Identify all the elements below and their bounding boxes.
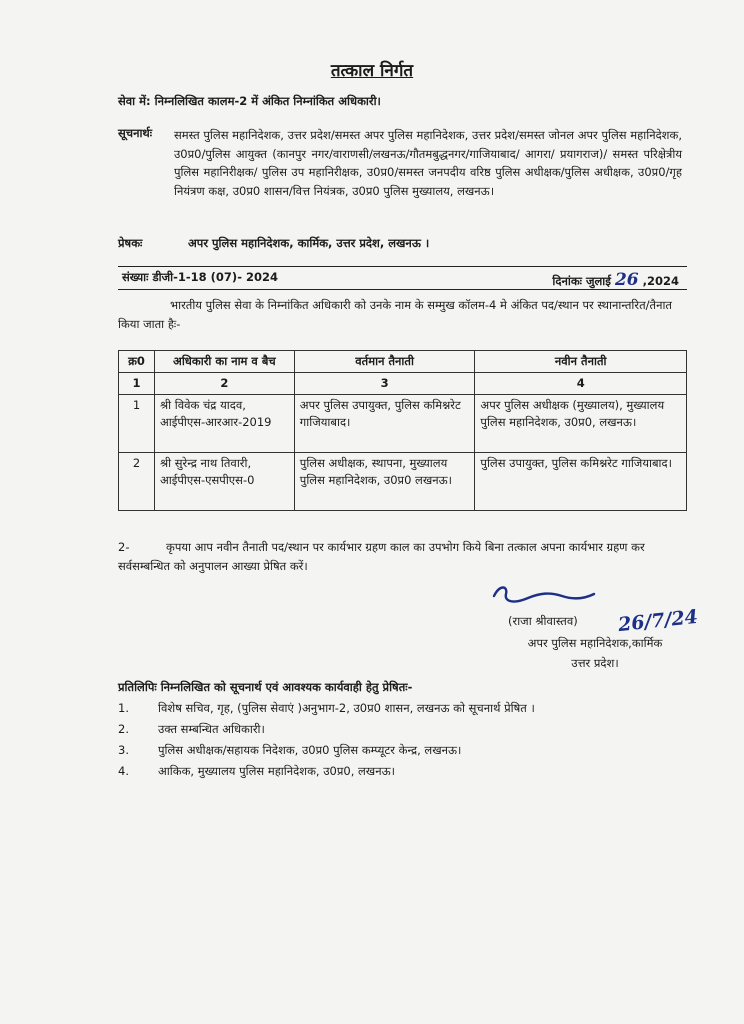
paragraph-2-number: 2- xyxy=(118,540,130,554)
table-header-row xyxy=(119,351,687,373)
reference-bar xyxy=(118,266,687,290)
list-item xyxy=(118,761,687,782)
column-number-row xyxy=(119,373,687,395)
row-sn: 1 xyxy=(119,395,155,453)
info-recipients: समस्त पुलिस महानिदेशक, उत्तर प्रदेश/समस्त अपर पुलिस महानिदेशक, उत्तर प्रदेश/समस्त जोनल अपर पुलिस महानिदेशक, उ0प्र0/पुलिस आयुक्त (कानपुर नगर/वाराणसी/लखनऊ/गौतमबुद्धनगर/गाजियाबाद/ आगरा/ प्रयागराज)/ समस्त परिक्षेत्रीय पुलिस महानिरीक्षक/ पुलिस उप महानिरीक्षक, उ0प्र0/समस्त जनपदीय वरिष्ठ पुलिस अधीक्षक/पुलिस अधीक्षक, उ0प्र0/गृह नियंत्रण कक्ष, उ0प्र0 शासन/वित्त नियंत्रक, उ0प्र0 पुलिस मुख्यालय, लखनऊ। xyxy=(174,128,682,198)
sender-label: प्रेषकः xyxy=(118,236,143,250)
row-new-posting: अपर पुलिस अधीक्षक (मुख्यालय), मुख्यालय पुलिस महानिदेशक, उ0प्र0, लखनऊ। xyxy=(475,395,687,453)
handwritten-date: 26/7/24 xyxy=(617,605,699,637)
sender-text: अपर पुलिस महानिदेशक, कार्मिक, उत्तर प्रदेश, लखनऊ । xyxy=(188,236,430,250)
copy-list xyxy=(118,698,687,782)
header-current: वर्तमान तैनाती xyxy=(294,351,475,373)
list-item-text: आकिक, मुख्यालय पुलिस महानिदेशक, उ0प्र0, लखनऊ। xyxy=(158,764,395,778)
row-officer xyxy=(154,453,294,511)
reference-number: संख्याः डीजी-1-18 (07)- 2024 xyxy=(122,270,278,284)
date-day-handwritten: 26 xyxy=(614,270,639,290)
column-number: 1 xyxy=(119,373,155,395)
header-sn: क्र0 xyxy=(119,351,155,373)
signatory-state: उत्तर प्रदेश। xyxy=(571,656,619,670)
column-number: 4 xyxy=(475,373,687,395)
transfer-table xyxy=(118,350,687,511)
row-new-posting: पुलिस उपायुक्त, पुलिस कमिश्नरेट गाजियाबाद। xyxy=(475,453,687,511)
row-officer xyxy=(154,395,294,453)
officer-batch: आईपीएस-आरआर-2019 xyxy=(159,415,272,429)
reference-date xyxy=(552,270,679,290)
info-label: सूचनार्थः xyxy=(118,126,153,140)
officer-name: श्री सुरेन्द्र नाथ तिवारी, xyxy=(159,456,252,470)
header-name: अधिकारी का नाम व बैच xyxy=(154,351,294,373)
list-item-number: 3. xyxy=(118,743,129,757)
table-row xyxy=(119,395,687,453)
paragraph-2 xyxy=(118,538,687,576)
list-item-number: 2. xyxy=(118,722,129,736)
date-prefix: दिनांकः जुलाई xyxy=(552,274,611,288)
list-item xyxy=(118,698,687,719)
row-sn: 2 xyxy=(119,453,155,511)
officer-name: श्री विवेक चंद्र यादव, xyxy=(159,398,246,412)
header-new: नवीन तैनाती xyxy=(475,351,687,373)
date-suffix: ,2024 xyxy=(642,274,679,288)
officer-batch: आईपीएस-एसपीएस-0 xyxy=(159,473,255,487)
list-item-number: 1. xyxy=(118,701,129,715)
intro-paragraph: भारतीय पुलिस सेवा के निम्नांकित अधिकारी को उनके नाम के सम्मुख कॉलम-4 मे अंकित पद/स्थान पर स्थानान्तरित/तैनात किया जाता हैः- xyxy=(118,298,672,331)
copy-heading: प्रतिलिपिः निम्नलिखित को सूचनार्थ एवं आवश्यक कार्यवाही हेतु प्रेषितः- xyxy=(118,680,413,694)
table-row xyxy=(119,453,687,511)
addressee-line: सेवा में: निम्नलिखित कालम-2 में अंकित निम्नांकित अधिकारी। xyxy=(118,94,381,108)
list-item-text: उक्त सम्बन्धित अधिकारी। xyxy=(158,722,265,736)
signatory-name: (राजा श्रीवास्तव) xyxy=(508,614,578,628)
column-number: 2 xyxy=(154,373,294,395)
list-item xyxy=(118,740,687,761)
list-item-number: 4. xyxy=(118,764,129,778)
column-number: 3 xyxy=(294,373,475,395)
document-title: तत्काल निर्गत xyxy=(330,61,414,81)
list-item-text: पुलिस अधीक्षक/सहायक निदेशक, उ0प्र0 पुलिस कम्प्यूटर केन्द्र, लखनऊ। xyxy=(158,743,462,757)
list-item xyxy=(118,719,687,740)
paragraph-2-text: कृपया आप नवीन तैनाती पद/स्थान पर कार्यभार ग्रहण काल का उपभोग किये बिना तत्काल अपना कार्यभार ग्रहण कर सर्वसम्बन्धित को अनुपालन आख्या प्रेषित करें। xyxy=(118,540,645,573)
row-current-posting: अपर पुलिस उपायुक्त, पुलिस कमिश्नरेट गाजियाबाद। xyxy=(294,395,475,453)
signatory-designation: अपर पुलिस महानिदेशक,कार्मिक xyxy=(527,636,663,650)
list-item-text: विशेष सचिव, गृह, (पुलिस सेवाएं )अनुभाग-2, उ0प्र0 शासन, लखनऊ को सूचनार्थ प्रेषित । xyxy=(158,701,535,715)
row-current-posting: पुलिस अधीक्षक, स्थापना, मुख्यालय पुलिस महानिदेशक, उ0प्र0 लखनऊ। xyxy=(294,453,475,511)
